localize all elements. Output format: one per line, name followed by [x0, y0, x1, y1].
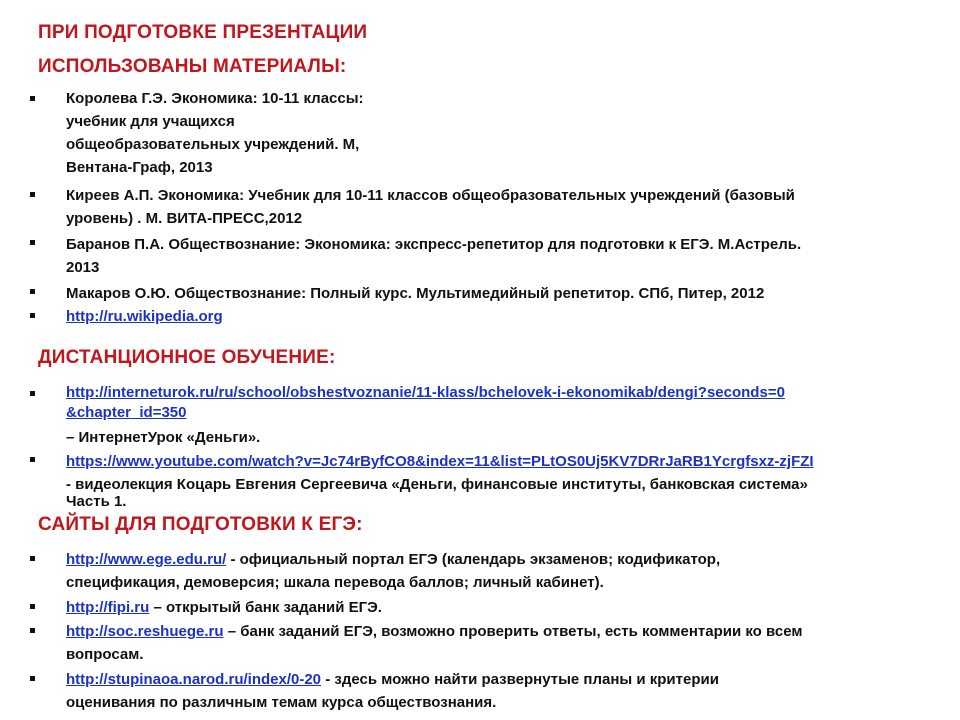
youtube-link[interactable]: https://www.youtube.com/watch?v=Jc74rByfCO8&index=11&list=PLtOS0Uj5KV7DRrJaRB1Ycrgfsxz-zjFZI: [66, 453, 814, 470]
item-text: уровень) . М. ВИТА-ПРЕСС,2012: [66, 210, 303, 227]
reshuege-link[interactable]: http://soc.reshuege.ru: [66, 623, 224, 640]
interneturok-link[interactable]: http://interneturok.ru/ru/school/obshestvoznanie/11-klass/bchelovek-i-ekonomikab/dengi?seconds=0: [66, 384, 785, 401]
item-text: - официальный портал ЕГЭ (календарь экзаменов; кодификатор,: [226, 551, 721, 568]
item-text: Королева Г.Э. Экономика: 10-11 классы:: [66, 90, 364, 107]
section-heading-materials-line2: ИСПОЛЬЗОВАНЫ МАТЕРИАЛЫ:: [38, 56, 347, 77]
bullet-icon: [30, 628, 35, 633]
bullet-icon: [30, 604, 35, 609]
item-text: Баранов П.А. Обществознание: Экономика: экспресс-репетитор для подготовки к ЕГЭ. М.Астрель.: [66, 236, 802, 253]
item-text: оценивания по различным темам курса обществознания.: [66, 694, 497, 711]
bullet-icon: [30, 391, 35, 396]
item-text: – ИнтернетУрок «Деньги».: [66, 429, 261, 446]
item-text: – банк заданий ЕГЭ, возможно проверить ответы, есть комментарии ко всем: [223, 623, 803, 640]
list-item-wikipedia: [66, 305, 936, 328]
item-text: - видеолекция Коцарь Евгения Сергеевича «Деньги, финансовые институты, банковская система»: [66, 476, 808, 493]
list-item-reshuege: [66, 620, 936, 666]
bullet-icon: [30, 457, 35, 462]
item-text: вопросам.: [66, 646, 144, 663]
list-item-ege-edu: [66, 548, 936, 594]
item-text: – открытый банк заданий ЕГЭ.: [149, 599, 382, 616]
list-item-youtube: [66, 450, 936, 513]
interneturok-link-cont[interactable]: &chapter_id=350: [66, 404, 187, 421]
item-text: учебник для учащихся: [66, 113, 235, 130]
list-item-koroleva: [66, 87, 936, 179]
item-text: спецификация, демоверсия; шкала перевода баллов; личный кабинет).: [66, 574, 604, 591]
list-item-baranov: [66, 233, 936, 279]
section-heading-materials-line1: ПРИ ПОДГОТОВКЕ ПРЕЗЕНТАЦИИ: [38, 22, 368, 43]
item-text: Макаров О.Ю. Обществознание: Полный курс. Мультимедийный репетитор. СПб, Питер, 2012: [66, 285, 765, 302]
wikipedia-link[interactable]: http://ru.wikipedia.org: [66, 308, 223, 325]
item-text: Вентана-Граф, 2013: [66, 159, 213, 176]
list-item-makarov: [66, 282, 936, 305]
bullet-icon: [30, 240, 35, 245]
item-text: общеобразовательных учреждений. М,: [66, 136, 360, 153]
list-item-stupinaoa: [66, 668, 936, 714]
item-text: - здесь можно найти развернутые планы и критерии: [321, 671, 719, 688]
bullet-icon: [30, 192, 35, 197]
section-heading-distance-learning: ДИСТАНЦИОННОЕ ОБУЧЕНИЕ:: [38, 347, 336, 368]
bullet-icon: [30, 96, 35, 101]
bullet-icon: [30, 289, 35, 294]
section-heading-ege-sites: САЙТЫ ДЛЯ ПОДГОТОВКИ К ЕГЭ:: [38, 514, 363, 535]
ege-edu-link[interactable]: http://www.ege.edu.ru/: [66, 551, 227, 568]
list-item-fipi: [66, 596, 936, 619]
item-text: Часть 1.: [66, 493, 127, 510]
item-text: Киреев А.П. Экономика: Учебник для 10-11 классов общеобразовательных учреждений (базовый: [66, 187, 795, 204]
bullet-icon: [30, 676, 35, 681]
bullet-icon: [30, 556, 35, 561]
stupinaoa-link[interactable]: http://stupinaoa.narod.ru/index/0-20: [66, 671, 322, 688]
list-item-interneturok: [66, 383, 936, 448]
item-text: 2013: [66, 259, 100, 276]
fipi-link[interactable]: http://fipi.ru: [66, 599, 150, 616]
bullet-icon: [30, 313, 35, 318]
list-item-kireev: [66, 184, 936, 230]
